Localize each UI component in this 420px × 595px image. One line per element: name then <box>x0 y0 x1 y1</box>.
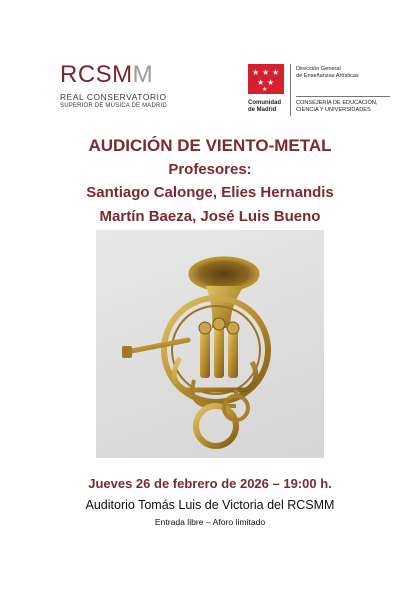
consejeria-line1: CONSEJERÍA DE EDUCACIÓN, <box>296 100 378 106</box>
rcsmm-logo-mark <box>60 62 170 88</box>
madrid-flag-icon: ★ ★ ★ ★ ★ ★ <box>248 64 284 94</box>
event-date: Jueves 26 de febrero de 2026 – 19:00 h. <box>88 476 332 491</box>
profesores-line1: Santiago Calonge, Elies Hernandis <box>86 184 334 201</box>
direccion-line1: Dirección General <box>296 66 341 72</box>
rcsmm-mark-main: RCSM <box>60 61 133 88</box>
profesores-line2: Martín Baeza, José Luis Bueno <box>99 208 321 225</box>
consejeria-text <box>296 100 406 114</box>
rcsmm-mark-last: M <box>132 61 154 88</box>
rcsmm-logo-line2: SUPERIOR DE MÚSICA DE MADRID <box>60 103 167 109</box>
french-horn-photo <box>96 230 324 458</box>
rcsmm-logo <box>60 62 170 120</box>
comunidad-line2: de Madrid <box>248 107 277 113</box>
event-venue: Auditorio Tomás Luis de Victoria del RCSMM <box>85 498 335 512</box>
event-title: AUDICIÓN DE VIENTO-METAL <box>88 136 332 155</box>
event-entry-info: Entrada libre – Aforo limitado <box>154 517 266 527</box>
french-horn-icon <box>96 230 324 458</box>
profesores-label: Profesores: <box>168 161 252 178</box>
logo-rule <box>296 96 390 97</box>
consejeria-line2: CIENCIA Y UNIVERSIDADES <box>296 107 371 113</box>
logo-divider <box>290 64 291 116</box>
rcsmm-logo-line1: REAL CONSERVATORIO <box>60 92 167 102</box>
comunidad-madrid-logo <box>246 64 396 120</box>
comunidad-label <box>248 100 281 114</box>
direccion-line2: de Enseñanzas Artísticas <box>296 73 359 79</box>
direccion-general-text <box>296 66 400 80</box>
comunidad-line1: Comunidad <box>248 100 281 106</box>
